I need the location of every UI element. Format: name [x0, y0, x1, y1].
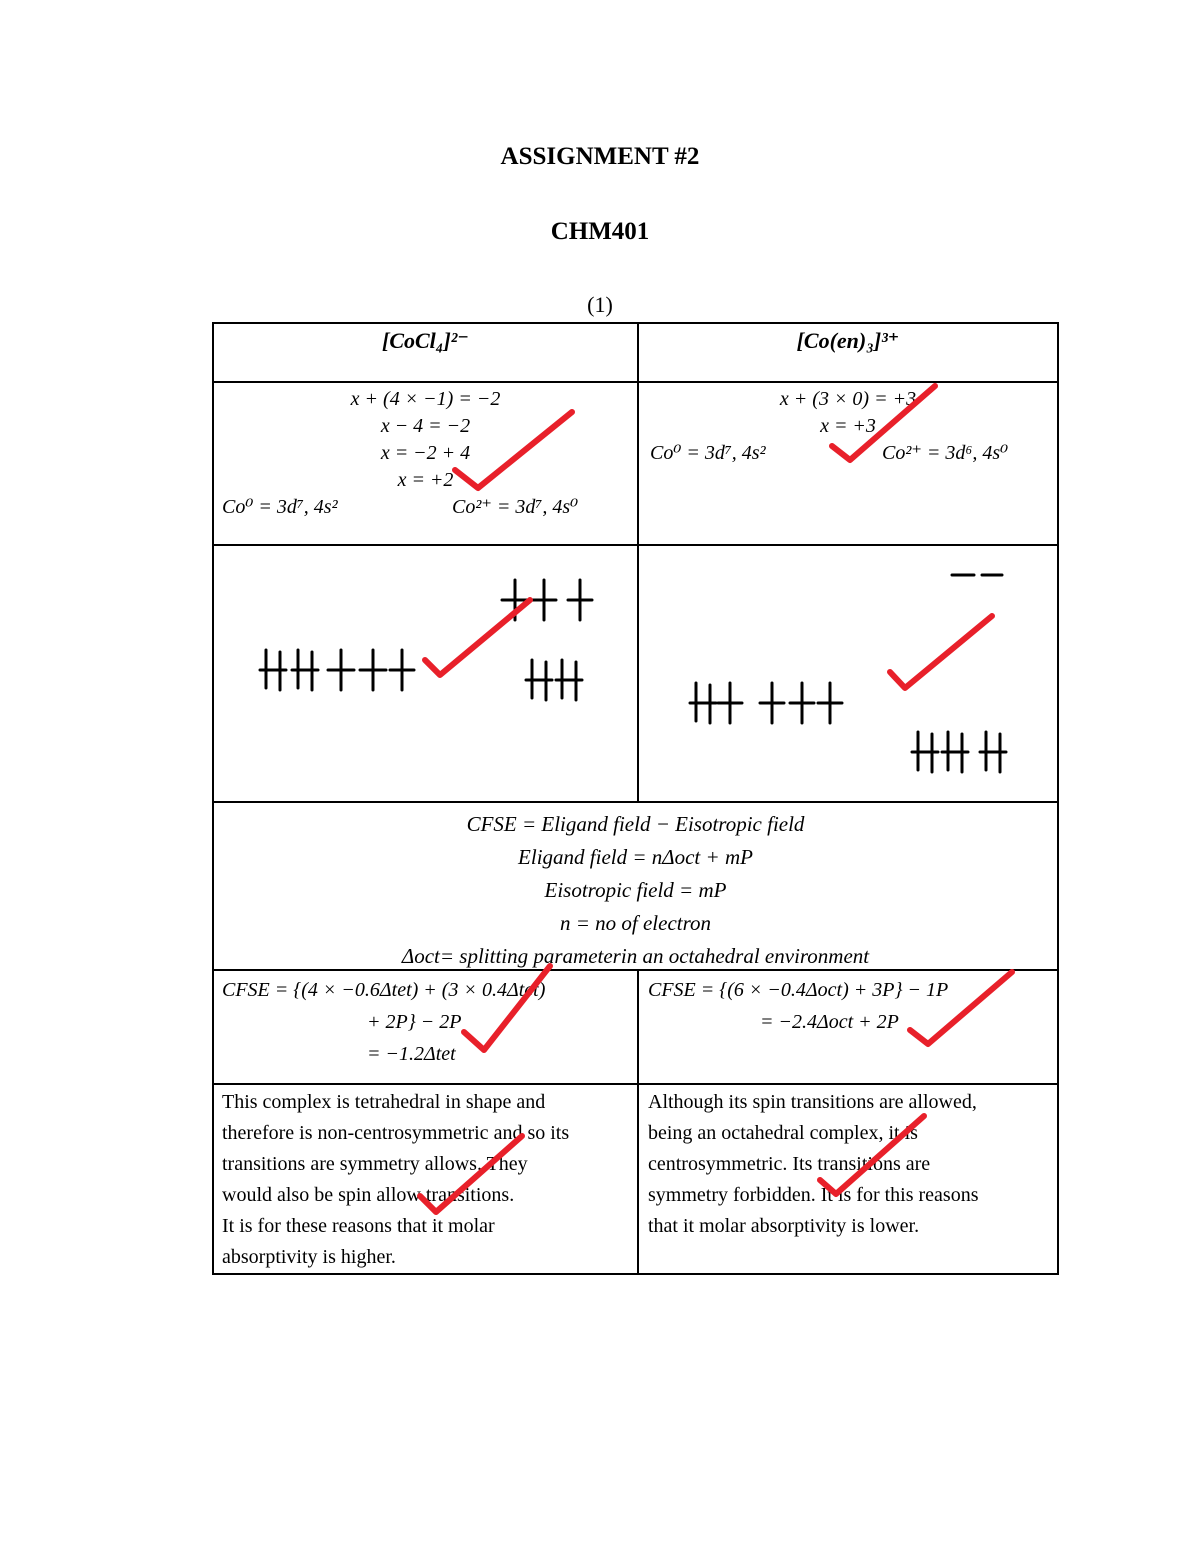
course-code: CHM401 [550, 218, 650, 245]
orbital-single-icon [790, 683, 814, 723]
orbital-paired-icon [260, 650, 286, 690]
right-orbital-diagram [690, 575, 1006, 772]
orbital-paired-icon [526, 660, 552, 700]
text-line: therefore is non-centrosymmetric and so its [222, 1122, 570, 1144]
orbital-paired-icon [912, 732, 938, 772]
orbital-single-icon [818, 683, 842, 723]
orbital-single-icon [718, 683, 742, 723]
orbital-paired-icon [980, 732, 1006, 772]
orbital-paired-icon [942, 732, 968, 772]
equation-line: x + (3 × 0) = +3 [779, 388, 917, 410]
calc-line: = −1.2Δtet [367, 1043, 456, 1065]
orbital-single-icon [360, 650, 386, 690]
orbital-single-icon [760, 683, 784, 723]
equation-line: x + (4 × −1) = −2 [350, 388, 501, 410]
text-line: transitions are symmetry allows. They [222, 1153, 528, 1175]
text-line: absorptivity is higher. [222, 1246, 396, 1268]
equation-line: x = +2 [397, 469, 454, 491]
left-config-neutral: Co⁰ = 3d⁷, 4s² [222, 496, 338, 518]
orbital-single-icon [532, 580, 556, 620]
definition-line: n = no of electron [559, 911, 712, 935]
equation-line: x − 4 = −2 [380, 415, 471, 437]
text-line: centrosymmetric. Its transitions are [648, 1153, 931, 1175]
right-config-neutral: Co⁰ = 3d⁷, 4s² [650, 442, 766, 464]
text-line: being an octahedral complex, it is [648, 1122, 918, 1144]
equation-line: x = +3 [820, 415, 876, 437]
orbital-single-icon [568, 580, 592, 620]
text-line: It is for these reasons that it molar [222, 1215, 495, 1237]
question-number: (1) [587, 292, 613, 317]
assignment-title: ASSIGNMENT #2 [500, 143, 700, 170]
calc-line: CFSE = {(6 × −0.4Δoct) + 3P} − 1P [648, 979, 949, 1001]
calc-line: + 2P} − 2P [367, 1011, 462, 1033]
definition-line: Eligand field = nΔoct + mP [518, 845, 753, 869]
equation-line: x = −2 + 4 [380, 442, 471, 464]
right-config-ion: Co²⁺ = 3d⁶, 4s⁰ [882, 442, 1009, 464]
calc-line: = −2.4Δoct + 2P [760, 1011, 899, 1033]
text-line: that it molar absorptivity is lower. [648, 1215, 920, 1237]
orbital-paired-icon [292, 650, 318, 690]
text-line: This complex is tetrahedral in shape and [222, 1091, 546, 1113]
text-line: Although its spin transitions are allowed, [648, 1091, 977, 1113]
calc-line: CFSE = {(4 × −0.6Δtet) + (3 × 0.4Δtet) [222, 979, 546, 1001]
left-config-ion: Co²⁺ = 3d⁷, 4s⁰ [452, 496, 579, 518]
left-complex-formula: [CoCl₄]²⁻ [382, 328, 469, 353]
orbital-single-icon [328, 650, 354, 690]
text-line: symmetry forbidden. It is for this reasons [648, 1184, 979, 1206]
right-complex-formula: [Co(en)₃]³⁺ [796, 328, 900, 353]
orbital-single-icon [502, 580, 528, 620]
definition-line: CFSE = Eligand field − Eisotropic field [466, 812, 805, 836]
definition-line: Eisotropic field = mP [544, 878, 727, 902]
orbital-single-icon [390, 650, 414, 690]
orbital-paired-icon [690, 683, 716, 723]
orbital-paired-icon [556, 660, 582, 700]
left-orbital-diagram [260, 580, 592, 700]
definition-line: Δoct= splitting parameterin an octahedral environment [401, 944, 870, 968]
text-line: would also be spin allow transitions. [222, 1184, 515, 1206]
